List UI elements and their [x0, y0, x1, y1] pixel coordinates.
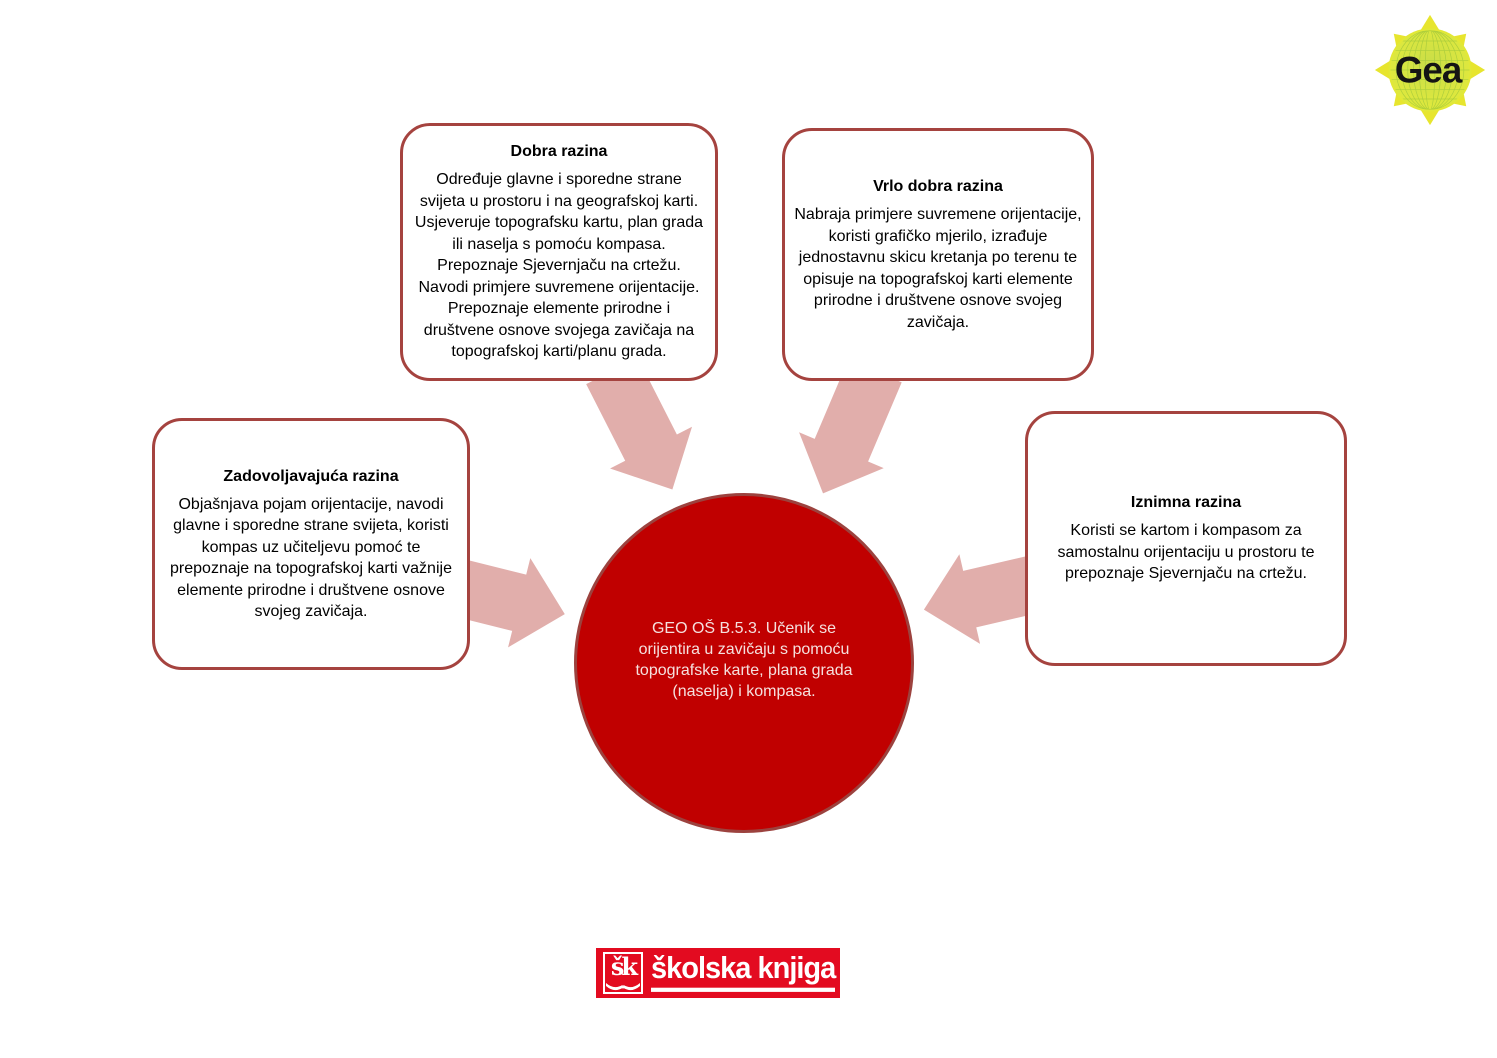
gea-logo	[1372, 12, 1488, 128]
outcome-text: GEO OŠ B.5.3. Učenik se orijentira u zavičaju s pomoću topografske karte, plana grada (naselja) i kompasa.	[635, 620, 853, 700]
level-title: Dobra razina	[510, 143, 608, 161]
compass-rose-icon	[1375, 15, 1485, 125]
level-description: Nabraja primjere suvremene orijentacije, koristi grafičko mjerilo, izrađuje jednostavnu skicu kretanja po terenu te opisuje na topografskoj karti elemente prirodne i društvene osnove svojeg zavičaja.	[794, 206, 1082, 331]
level-box-zadovoljavajuca	[152, 418, 470, 670]
open-book-icon	[605, 982, 641, 993]
level-title: Iznimna razina	[1130, 494, 1242, 512]
level-title: Vrlo dobra razina	[873, 178, 1003, 195]
level-box-iznimna	[1025, 411, 1347, 666]
skolska-knjiga-label: školska knjiga	[651, 954, 835, 992]
sk-monogram	[603, 952, 643, 994]
sk-monogram-text: šk	[610, 952, 636, 981]
level-description: Objašnjava pojam orijentacije, navodi glavne i sporedne strane svijeta, koristi kompas uz učiteljevu pomoć te prepoznaje na topografskoj karti važnije elemente prirodne i društvene osnove svojeg zavičaja.	[170, 495, 452, 620]
level-box-dobra	[400, 123, 718, 381]
level-title: Zadovoljavajuća razina	[223, 467, 399, 485]
gea-logo-text: Gea	[1394, 49, 1462, 91]
skolska-knjiga-logo	[596, 948, 840, 998]
outcome-circle	[574, 493, 914, 833]
level-description: Određuje glavne i sporedne strane svijeta u prostoru i na geografskoj karti. Usjeveruje topografsku kartu, plan grada ili naselja s pomoću kompasa. Prepoznaje Sjevernjaču na crtežu. Navodi primjere suvremene orijentacije. Prepoznaje elemente prirodne i društvene osnove svojega zavičaja na topografskoj karti/planu grada.	[414, 171, 704, 361]
level-description: Koristi se kartom i kompasom za samostalnu orijentaciju u prostoru te prepoznaje Sjevernjaču na crtežu.	[1057, 522, 1315, 583]
level-box-vrlo-dobra	[782, 128, 1094, 381]
